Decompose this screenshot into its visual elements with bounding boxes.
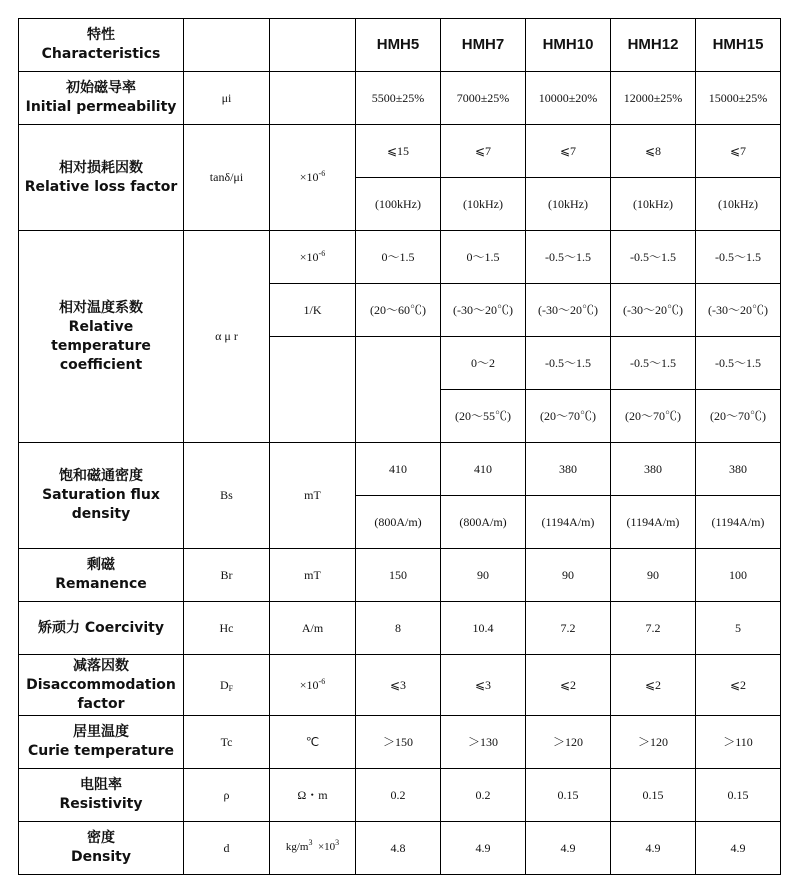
curie-value: ＞120	[526, 716, 611, 769]
loss-value: ⩽7	[696, 125, 781, 178]
permeability-row	[19, 72, 781, 125]
saturation-label: 饱和磁通密度 Saturation flux density	[19, 443, 184, 549]
resistivity-value: 0.2	[441, 769, 526, 822]
model-hmh12: HMH12	[611, 19, 696, 72]
remanence-value: 100	[696, 549, 781, 602]
resistivity-unit: Ω・m	[270, 769, 356, 822]
saturation-condition: (1194A/m)	[526, 496, 611, 549]
permeability-label: 初始磁导率 Initial permeability	[19, 72, 184, 125]
curie-unit: ℃	[270, 716, 356, 769]
saturation-value: 380	[696, 443, 781, 496]
characteristics-table	[18, 18, 781, 875]
density-value: 4.9	[696, 822, 781, 875]
header-row	[19, 19, 781, 72]
loss-condition: (10kHz)	[441, 178, 526, 231]
temp-coef-range: (20～60℃)	[356, 284, 441, 337]
resistivity-label: 电阻率 Resistivity	[19, 769, 184, 822]
temp-coef-range2: (20～70℃)	[611, 390, 696, 443]
disaccommodation-row	[19, 655, 781, 716]
saturation-condition: (800A/m)	[441, 496, 526, 549]
saturation-value: 410	[441, 443, 526, 496]
saturation-condition: (800A/m)	[356, 496, 441, 549]
temp-coef-unit2: 1/K	[270, 284, 356, 337]
disaccommodation-label: 减落因数 Disaccommodation factor	[19, 655, 184, 716]
loss-condition: (100kHz)	[356, 178, 441, 231]
density-value: 4.9	[611, 822, 696, 875]
coercivity-row	[19, 602, 781, 655]
temp-coef-range: (-30～20℃)	[696, 284, 781, 337]
model-hmh7: HMH7	[441, 19, 526, 72]
curie-value: ＞150	[356, 716, 441, 769]
curie-row	[19, 716, 781, 769]
remanence-label: 剩磁 Remanence	[19, 549, 184, 602]
coercivity-value: 10.4	[441, 602, 526, 655]
remanence-value: 90	[526, 549, 611, 602]
remanence-symbol: Br	[184, 549, 270, 602]
loss-label: 相对损耗因数 Relative loss factor	[19, 125, 184, 231]
temp-coef-row-1	[19, 231, 781, 284]
temp-coef-unit-empty	[270, 337, 356, 443]
loss-value: ⩽7	[526, 125, 611, 178]
curie-symbol: Tc	[184, 716, 270, 769]
temp-coef-value2: -0.5～1.5	[696, 337, 781, 390]
characteristics-header: 特性 Characteristics	[19, 19, 184, 72]
coercivity-value: 7.2	[611, 602, 696, 655]
temp-coef-unit: $\times 10^{-6}$	[270, 231, 356, 284]
temp-coef-value2: 0～2	[441, 337, 526, 390]
saturation-row	[19, 443, 781, 496]
curie-value: ＞130	[441, 716, 526, 769]
loss-value: ⩽8	[611, 125, 696, 178]
density-value: 4.9	[441, 822, 526, 875]
temp-coef-range: (-30～20℃)	[611, 284, 696, 337]
temp-coef-value: -0.5～1.5	[611, 231, 696, 284]
disaccommodation-unit: $\times 10^{-6}$	[270, 655, 356, 716]
density-value: 4.9	[526, 822, 611, 875]
resistivity-value: 0.15	[611, 769, 696, 822]
remanence-value: 90	[611, 549, 696, 602]
resistivity-value: 0.15	[526, 769, 611, 822]
disaccommodation-value: ⩽2	[611, 655, 696, 716]
temp-coef-value: -0.5～1.5	[526, 231, 611, 284]
temp-coef-range2: (20～70℃)	[526, 390, 611, 443]
saturation-symbol: Bs	[184, 443, 270, 549]
temp-coef-empty	[356, 337, 441, 443]
permeability-value: 5500±25%	[356, 72, 441, 125]
model-hmh5: HMH5	[356, 19, 441, 72]
coercivity-label: 矫顽力 Coercivity	[19, 602, 184, 655]
permeability-value: 15000±25%	[696, 72, 781, 125]
temp-coef-range2: (20～55℃)	[441, 390, 526, 443]
permeability-value: 10000±20%	[526, 72, 611, 125]
loss-unit: $\times 10^{-6}$	[270, 125, 356, 231]
temp-coef-value2: -0.5～1.5	[611, 337, 696, 390]
saturation-condition: (1194A/m)	[696, 496, 781, 549]
temp-coef-label: 相对温度系数 Relative temperature coefficient	[19, 231, 184, 443]
coercivity-value: 7.2	[526, 602, 611, 655]
density-label: 密度 Density	[19, 822, 184, 875]
remanence-value: 90	[441, 549, 526, 602]
density-symbol: d	[184, 822, 270, 875]
density-row	[19, 822, 781, 875]
coercivity-symbol: Hc	[184, 602, 270, 655]
disaccommodation-symbol: $D_F$	[184, 655, 270, 716]
saturation-value: 380	[611, 443, 696, 496]
loss-value: ⩽15	[356, 125, 441, 178]
loss-value: ⩽7	[441, 125, 526, 178]
permeability-symbol: μi	[184, 72, 270, 125]
temp-coef-range2: (20～70℃)	[696, 390, 781, 443]
permeability-unit	[270, 72, 356, 125]
remanence-unit: mT	[270, 549, 356, 602]
saturation-condition: (1194A/m)	[611, 496, 696, 549]
loss-row	[19, 125, 781, 178]
saturation-unit: mT	[270, 443, 356, 549]
disaccommodation-value: ⩽3	[356, 655, 441, 716]
disaccommodation-value: ⩽2	[696, 655, 781, 716]
saturation-value: 410	[356, 443, 441, 496]
coercivity-value: 5	[696, 602, 781, 655]
disaccommodation-value: ⩽3	[441, 655, 526, 716]
disaccommodation-value: ⩽2	[526, 655, 611, 716]
model-hmh15: HMH15	[696, 19, 781, 72]
symbol-header	[184, 19, 270, 72]
coercivity-value: 8	[356, 602, 441, 655]
model-hmh10: HMH10	[526, 19, 611, 72]
temp-coef-range: (-30～20℃)	[526, 284, 611, 337]
loss-symbol: tanδ/μi	[184, 125, 270, 231]
temp-coef-range: (-30～20℃)	[441, 284, 526, 337]
curie-value: ＞120	[611, 716, 696, 769]
loss-condition: (10kHz)	[526, 178, 611, 231]
loss-condition: (10kHz)	[611, 178, 696, 231]
temp-coef-value: -0.5～1.5	[696, 231, 781, 284]
temp-coef-symbol: α μ r	[184, 231, 270, 443]
resistivity-symbol: ρ	[184, 769, 270, 822]
permeability-value: 12000±25%	[611, 72, 696, 125]
remanence-row	[19, 549, 781, 602]
resistivity-value: 0.2	[356, 769, 441, 822]
density-value: 4.8	[356, 822, 441, 875]
loss-condition: (10kHz)	[696, 178, 781, 231]
temp-coef-value2: -0.5～1.5	[526, 337, 611, 390]
coercivity-unit: A/m	[270, 602, 356, 655]
permeability-value: 7000±25%	[441, 72, 526, 125]
temp-coef-value: 0～1.5	[356, 231, 441, 284]
remanence-value: 150	[356, 549, 441, 602]
curie-label: 居里温度 Curie temperature	[19, 716, 184, 769]
unit-header	[270, 19, 356, 72]
density-unit: $kg/m^3 \times 10^3$	[270, 822, 356, 875]
saturation-value: 380	[526, 443, 611, 496]
resistivity-row	[19, 769, 781, 822]
temp-coef-value: 0～1.5	[441, 231, 526, 284]
curie-value: ＞110	[696, 716, 781, 769]
resistivity-value: 0.15	[696, 769, 781, 822]
